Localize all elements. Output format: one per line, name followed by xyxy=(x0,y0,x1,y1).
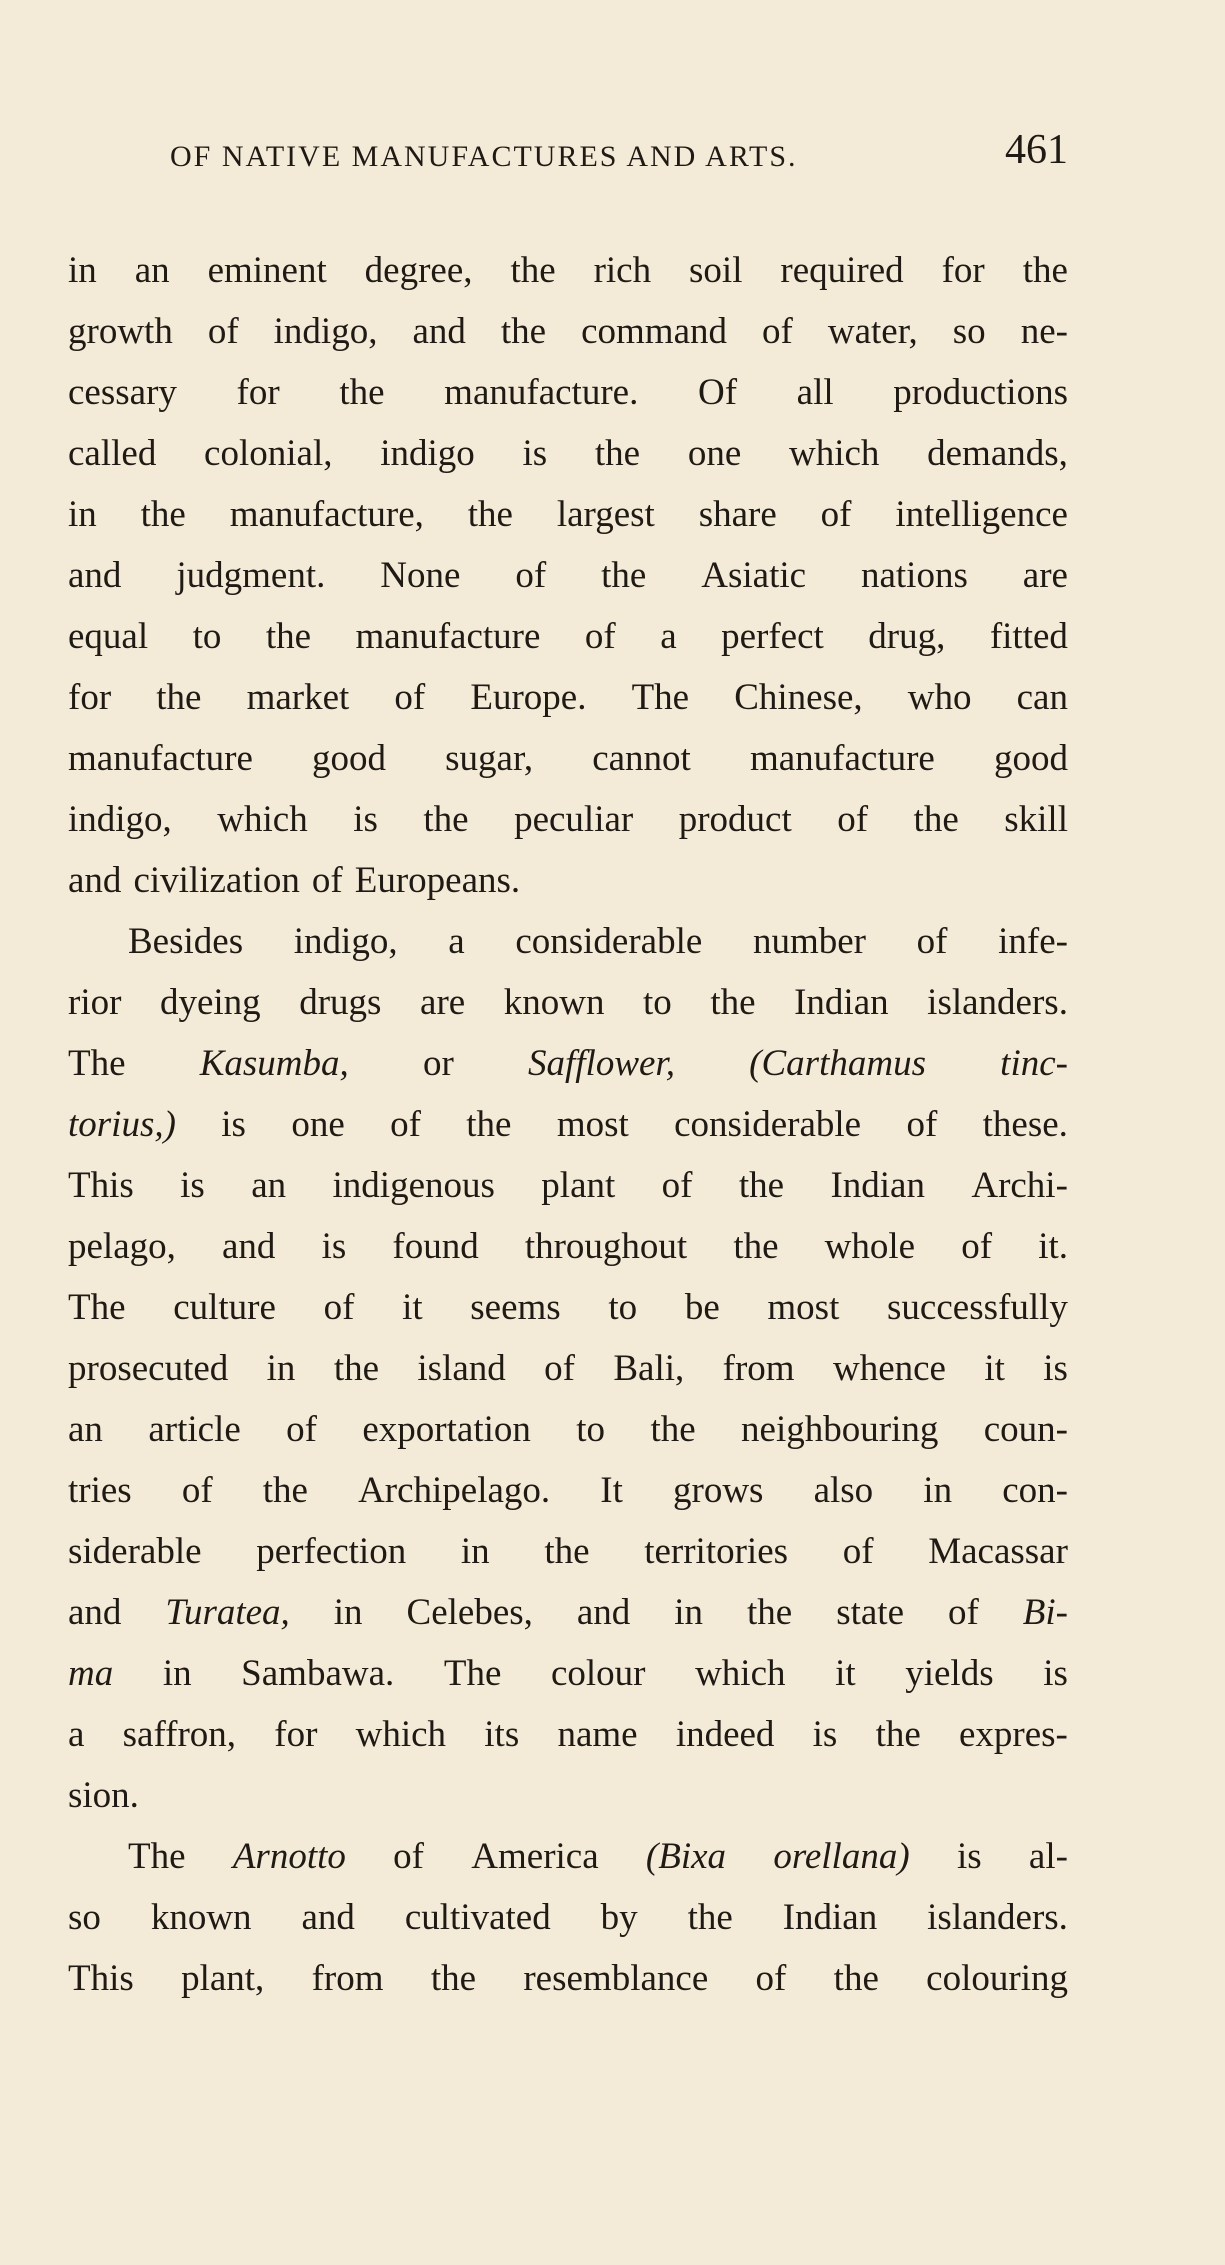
word: of xyxy=(762,311,793,352)
word: most xyxy=(767,1287,840,1328)
word: expres- xyxy=(958,1714,1068,1755)
word: considerable xyxy=(674,1104,862,1145)
text-line xyxy=(68,606,1068,667)
page-number: 461 xyxy=(1005,127,1068,173)
word: degree, xyxy=(364,250,473,291)
word: and xyxy=(68,555,122,596)
word: the xyxy=(650,1409,696,1450)
word: territories xyxy=(644,1531,789,1572)
word: is xyxy=(180,1165,205,1206)
word: equal xyxy=(68,616,149,657)
word: peculiar xyxy=(514,799,634,840)
running-title: OF NATIVE MANUFACTURES AND ARTS. xyxy=(170,140,798,173)
text-line xyxy=(68,911,1068,972)
word: in xyxy=(460,1531,490,1572)
word: drug, xyxy=(868,616,946,657)
word: the xyxy=(500,311,547,352)
word: in xyxy=(923,1470,953,1511)
word: skill xyxy=(1004,799,1068,840)
word: cannot xyxy=(592,738,691,779)
word: whole xyxy=(824,1226,916,1267)
word: in xyxy=(674,1592,704,1633)
word: and xyxy=(576,1592,631,1633)
word: which xyxy=(355,1714,447,1755)
word: the xyxy=(430,1958,477,1999)
word: to xyxy=(608,1287,638,1328)
word: resemblance xyxy=(523,1958,709,1999)
word: This xyxy=(68,1958,134,1999)
word: Sambawa. xyxy=(241,1653,395,1694)
body-text xyxy=(68,240,1068,2009)
text-line xyxy=(68,1765,1068,1826)
word: siderable xyxy=(68,1531,202,1572)
word: can xyxy=(1016,677,1068,718)
word: colouring xyxy=(926,1958,1068,1999)
word: the xyxy=(833,1958,879,1999)
word: for xyxy=(236,372,280,413)
word: in xyxy=(266,1348,296,1389)
word: Asiatic xyxy=(701,555,807,596)
word: of xyxy=(837,799,869,840)
word: one xyxy=(291,1104,345,1145)
word: colour xyxy=(550,1653,646,1694)
word: indigo, xyxy=(293,921,398,962)
text-line xyxy=(68,1460,1068,1521)
word: of xyxy=(842,1531,874,1572)
word: of xyxy=(207,311,239,352)
text-line xyxy=(68,972,1068,1033)
text-line xyxy=(68,362,1068,423)
page-header xyxy=(68,126,1068,186)
word: fitted xyxy=(989,616,1068,657)
word: manufacture, xyxy=(229,494,424,535)
word: a xyxy=(68,1714,85,1755)
word: is xyxy=(321,1226,347,1267)
word: the xyxy=(156,677,202,718)
word: so xyxy=(68,1897,101,1938)
word: the xyxy=(544,1531,590,1572)
word: from xyxy=(722,1348,795,1389)
word: who xyxy=(907,677,972,718)
word: judgment. xyxy=(176,555,326,596)
word: Archipelago. xyxy=(358,1470,551,1511)
word: Archi- xyxy=(971,1165,1068,1206)
word: the xyxy=(875,1714,921,1755)
word: for xyxy=(274,1714,318,1755)
text-line xyxy=(68,1399,1068,1460)
word: the xyxy=(510,250,556,291)
word: the xyxy=(733,1226,779,1267)
word: (Bixa xyxy=(645,1836,727,1877)
word: drugs xyxy=(299,982,382,1023)
word: grows xyxy=(673,1470,764,1511)
word: of xyxy=(916,921,948,962)
word: article xyxy=(148,1409,241,1450)
word: The xyxy=(631,677,690,718)
word: The xyxy=(128,1836,186,1877)
word: is xyxy=(522,433,548,474)
word: are xyxy=(1022,555,1068,596)
text-line xyxy=(68,1826,1068,1887)
text-line xyxy=(68,1704,1068,1765)
word: soil xyxy=(689,250,743,291)
word: and xyxy=(68,860,122,901)
word: are xyxy=(420,982,466,1023)
word: is xyxy=(1043,1348,1068,1389)
word: the xyxy=(601,555,647,596)
text-line xyxy=(68,484,1068,545)
word: by xyxy=(600,1897,638,1938)
text-line xyxy=(68,1887,1068,1948)
word: of xyxy=(323,1287,355,1328)
word: the xyxy=(140,494,186,535)
word: the xyxy=(339,372,385,413)
word: The xyxy=(68,1043,126,1084)
word: from xyxy=(311,1958,384,1999)
word: Indian xyxy=(782,1897,878,1938)
word: the xyxy=(738,1165,785,1206)
word: of xyxy=(961,1226,993,1267)
word: America xyxy=(471,1836,599,1877)
word: tinc- xyxy=(1000,1043,1068,1084)
word: manufacture. xyxy=(444,372,639,413)
text-line xyxy=(68,1155,1068,1216)
word: con- xyxy=(1002,1470,1068,1511)
word: rior xyxy=(68,982,122,1023)
word: Europe. xyxy=(470,677,587,718)
word: indigo, xyxy=(273,311,378,352)
word: pelago, xyxy=(68,1226,176,1267)
word: Kasumba, xyxy=(199,1043,349,1084)
word: eminent xyxy=(207,250,327,291)
text-line xyxy=(68,1521,1068,1582)
word: of xyxy=(820,494,852,535)
word: is xyxy=(812,1714,838,1755)
word: number xyxy=(752,921,866,962)
word: successfully xyxy=(887,1287,1068,1328)
text-line xyxy=(68,789,1068,850)
word: Macassar xyxy=(928,1531,1068,1572)
word: Bi- xyxy=(1022,1592,1068,1633)
word: known xyxy=(503,982,605,1023)
word: cultivated xyxy=(404,1897,551,1938)
word: indeed xyxy=(675,1714,775,1755)
text-line xyxy=(68,1582,1068,1643)
text-line xyxy=(68,545,1068,606)
word: Indian xyxy=(794,982,889,1023)
text-line xyxy=(68,850,1068,911)
word: or xyxy=(422,1043,454,1084)
word: it xyxy=(835,1653,856,1694)
word: command xyxy=(581,311,728,352)
word: largest xyxy=(556,494,655,535)
text-line xyxy=(68,240,1068,301)
word: Europeans. xyxy=(354,860,521,901)
text-line xyxy=(68,423,1068,484)
word: which xyxy=(788,433,880,474)
word: the xyxy=(262,1470,308,1511)
word: ne- xyxy=(1020,311,1068,352)
word: to xyxy=(643,982,672,1023)
word: Of xyxy=(697,372,738,413)
word: Turatea, xyxy=(165,1592,290,1633)
word: of xyxy=(394,677,426,718)
word: the xyxy=(333,1348,380,1389)
word: the xyxy=(423,799,469,840)
word: sugar, xyxy=(445,738,534,779)
word: called xyxy=(68,433,157,474)
word: also xyxy=(813,1470,874,1511)
word: culture xyxy=(173,1287,276,1328)
word: coun- xyxy=(983,1409,1068,1450)
word: good xyxy=(993,738,1068,779)
word: island xyxy=(417,1348,506,1389)
word: It xyxy=(600,1470,623,1511)
word: required xyxy=(780,250,904,291)
word: (Carthamus xyxy=(749,1043,926,1084)
word: the xyxy=(913,799,959,840)
word: Celebes, xyxy=(406,1592,533,1633)
word: of xyxy=(311,860,343,901)
word: the xyxy=(747,1592,793,1633)
word: of xyxy=(393,1836,424,1877)
text-line xyxy=(68,1277,1068,1338)
word: exportation xyxy=(362,1409,531,1450)
word: neighbouring xyxy=(741,1409,939,1450)
word: of xyxy=(755,1958,787,1999)
word: demands, xyxy=(927,433,1068,474)
word: in xyxy=(68,494,97,535)
word: of xyxy=(544,1348,575,1389)
word: and xyxy=(68,1592,122,1633)
word: in xyxy=(333,1592,363,1633)
word: and xyxy=(222,1226,276,1267)
word: the xyxy=(466,1104,512,1145)
word: good xyxy=(312,738,387,779)
word: yields xyxy=(905,1653,994,1694)
word: and xyxy=(301,1897,355,1938)
word: productions xyxy=(893,372,1068,413)
word: throughout xyxy=(524,1226,688,1267)
word: Arnotto xyxy=(232,1836,346,1877)
word: perfection xyxy=(256,1531,407,1572)
word: most xyxy=(556,1104,629,1145)
word: of xyxy=(906,1104,938,1145)
word: in xyxy=(68,250,97,291)
word: which xyxy=(217,799,308,840)
word: indigenous xyxy=(332,1165,495,1206)
word: water, xyxy=(827,311,918,352)
word: cessary xyxy=(68,372,177,413)
word: manufacture xyxy=(355,616,541,657)
word: growth xyxy=(68,311,173,352)
word: be xyxy=(684,1287,720,1328)
word: is xyxy=(1043,1653,1068,1694)
word: Besides xyxy=(128,921,244,962)
word: Safflower, xyxy=(527,1043,675,1084)
text-line xyxy=(68,667,1068,728)
word: orellana) xyxy=(773,1836,910,1877)
word: manufacture xyxy=(749,738,935,779)
word: product xyxy=(678,799,792,840)
word: of xyxy=(947,1592,979,1633)
word: an xyxy=(134,250,170,291)
word: Chinese, xyxy=(734,677,863,718)
word: None xyxy=(380,555,461,596)
word: an xyxy=(251,1165,287,1206)
word: seems xyxy=(470,1287,561,1328)
word: is xyxy=(353,799,378,840)
word: intelligence xyxy=(895,494,1068,535)
word: colonial, xyxy=(204,433,333,474)
word: of xyxy=(515,555,547,596)
text-line xyxy=(68,1948,1068,2009)
word: considerable xyxy=(515,921,703,962)
word: of xyxy=(661,1165,693,1206)
word: for xyxy=(941,250,985,291)
word: to xyxy=(576,1409,606,1450)
word: saffron, xyxy=(122,1714,237,1755)
word: whence xyxy=(832,1348,946,1389)
text-line xyxy=(68,1338,1068,1399)
word: is xyxy=(221,1104,246,1145)
word: perfect xyxy=(721,616,824,657)
word: indigo xyxy=(380,433,475,474)
word: state xyxy=(836,1592,904,1633)
word: The xyxy=(68,1287,126,1328)
word: ma xyxy=(68,1653,114,1694)
word: torius,) xyxy=(68,1104,176,1145)
word: tries xyxy=(68,1470,132,1511)
word: market xyxy=(246,677,350,718)
word: of xyxy=(286,1409,317,1450)
word: name xyxy=(557,1714,638,1755)
word: it xyxy=(984,1348,1005,1389)
text-line xyxy=(68,1643,1068,1704)
word: of xyxy=(584,616,616,657)
word: civilization xyxy=(133,860,300,901)
word: known xyxy=(150,1897,252,1938)
word: and xyxy=(412,311,466,352)
text-line xyxy=(68,1216,1068,1277)
word: prosecuted xyxy=(68,1348,229,1389)
word: an xyxy=(68,1409,103,1450)
word: in xyxy=(162,1653,192,1694)
text-line xyxy=(68,301,1068,362)
word: a xyxy=(448,921,465,962)
word: of xyxy=(181,1470,213,1511)
word: Indian xyxy=(830,1165,925,1206)
word: the xyxy=(1022,250,1068,291)
word: sion. xyxy=(68,1775,139,1816)
word: so xyxy=(952,311,986,352)
word: which xyxy=(695,1653,786,1694)
text-line xyxy=(68,728,1068,789)
word: share xyxy=(698,494,777,535)
word: dyeing xyxy=(159,982,261,1023)
word: plant, xyxy=(181,1958,265,1999)
word: a xyxy=(660,616,677,657)
word: The xyxy=(443,1653,502,1694)
word: it. xyxy=(1038,1226,1068,1267)
word: the xyxy=(710,982,756,1023)
word: manufacture xyxy=(68,738,253,779)
word: the xyxy=(594,433,641,474)
word: its xyxy=(484,1714,520,1755)
word: rich xyxy=(593,250,652,291)
word: for xyxy=(68,677,112,718)
word: is xyxy=(956,1836,982,1877)
word: the xyxy=(687,1897,733,1938)
text-line xyxy=(68,1033,1068,1094)
word: islanders. xyxy=(927,1897,1068,1938)
word: plant xyxy=(541,1165,616,1206)
word: al- xyxy=(1028,1836,1068,1877)
word: Bali, xyxy=(613,1348,685,1389)
word: islanders. xyxy=(927,982,1068,1023)
word: the xyxy=(467,494,513,535)
word: one xyxy=(687,433,742,474)
text-line xyxy=(68,1094,1068,1155)
word: found xyxy=(392,1226,479,1267)
word: these. xyxy=(982,1104,1068,1145)
word: the xyxy=(265,616,312,657)
word: indigo, xyxy=(68,799,172,840)
word: all xyxy=(796,372,834,413)
word: of xyxy=(390,1104,421,1145)
word: nations xyxy=(860,555,968,596)
word: This xyxy=(68,1165,134,1206)
word: it xyxy=(402,1287,423,1328)
word: to xyxy=(192,616,222,657)
word: infe- xyxy=(998,921,1068,962)
